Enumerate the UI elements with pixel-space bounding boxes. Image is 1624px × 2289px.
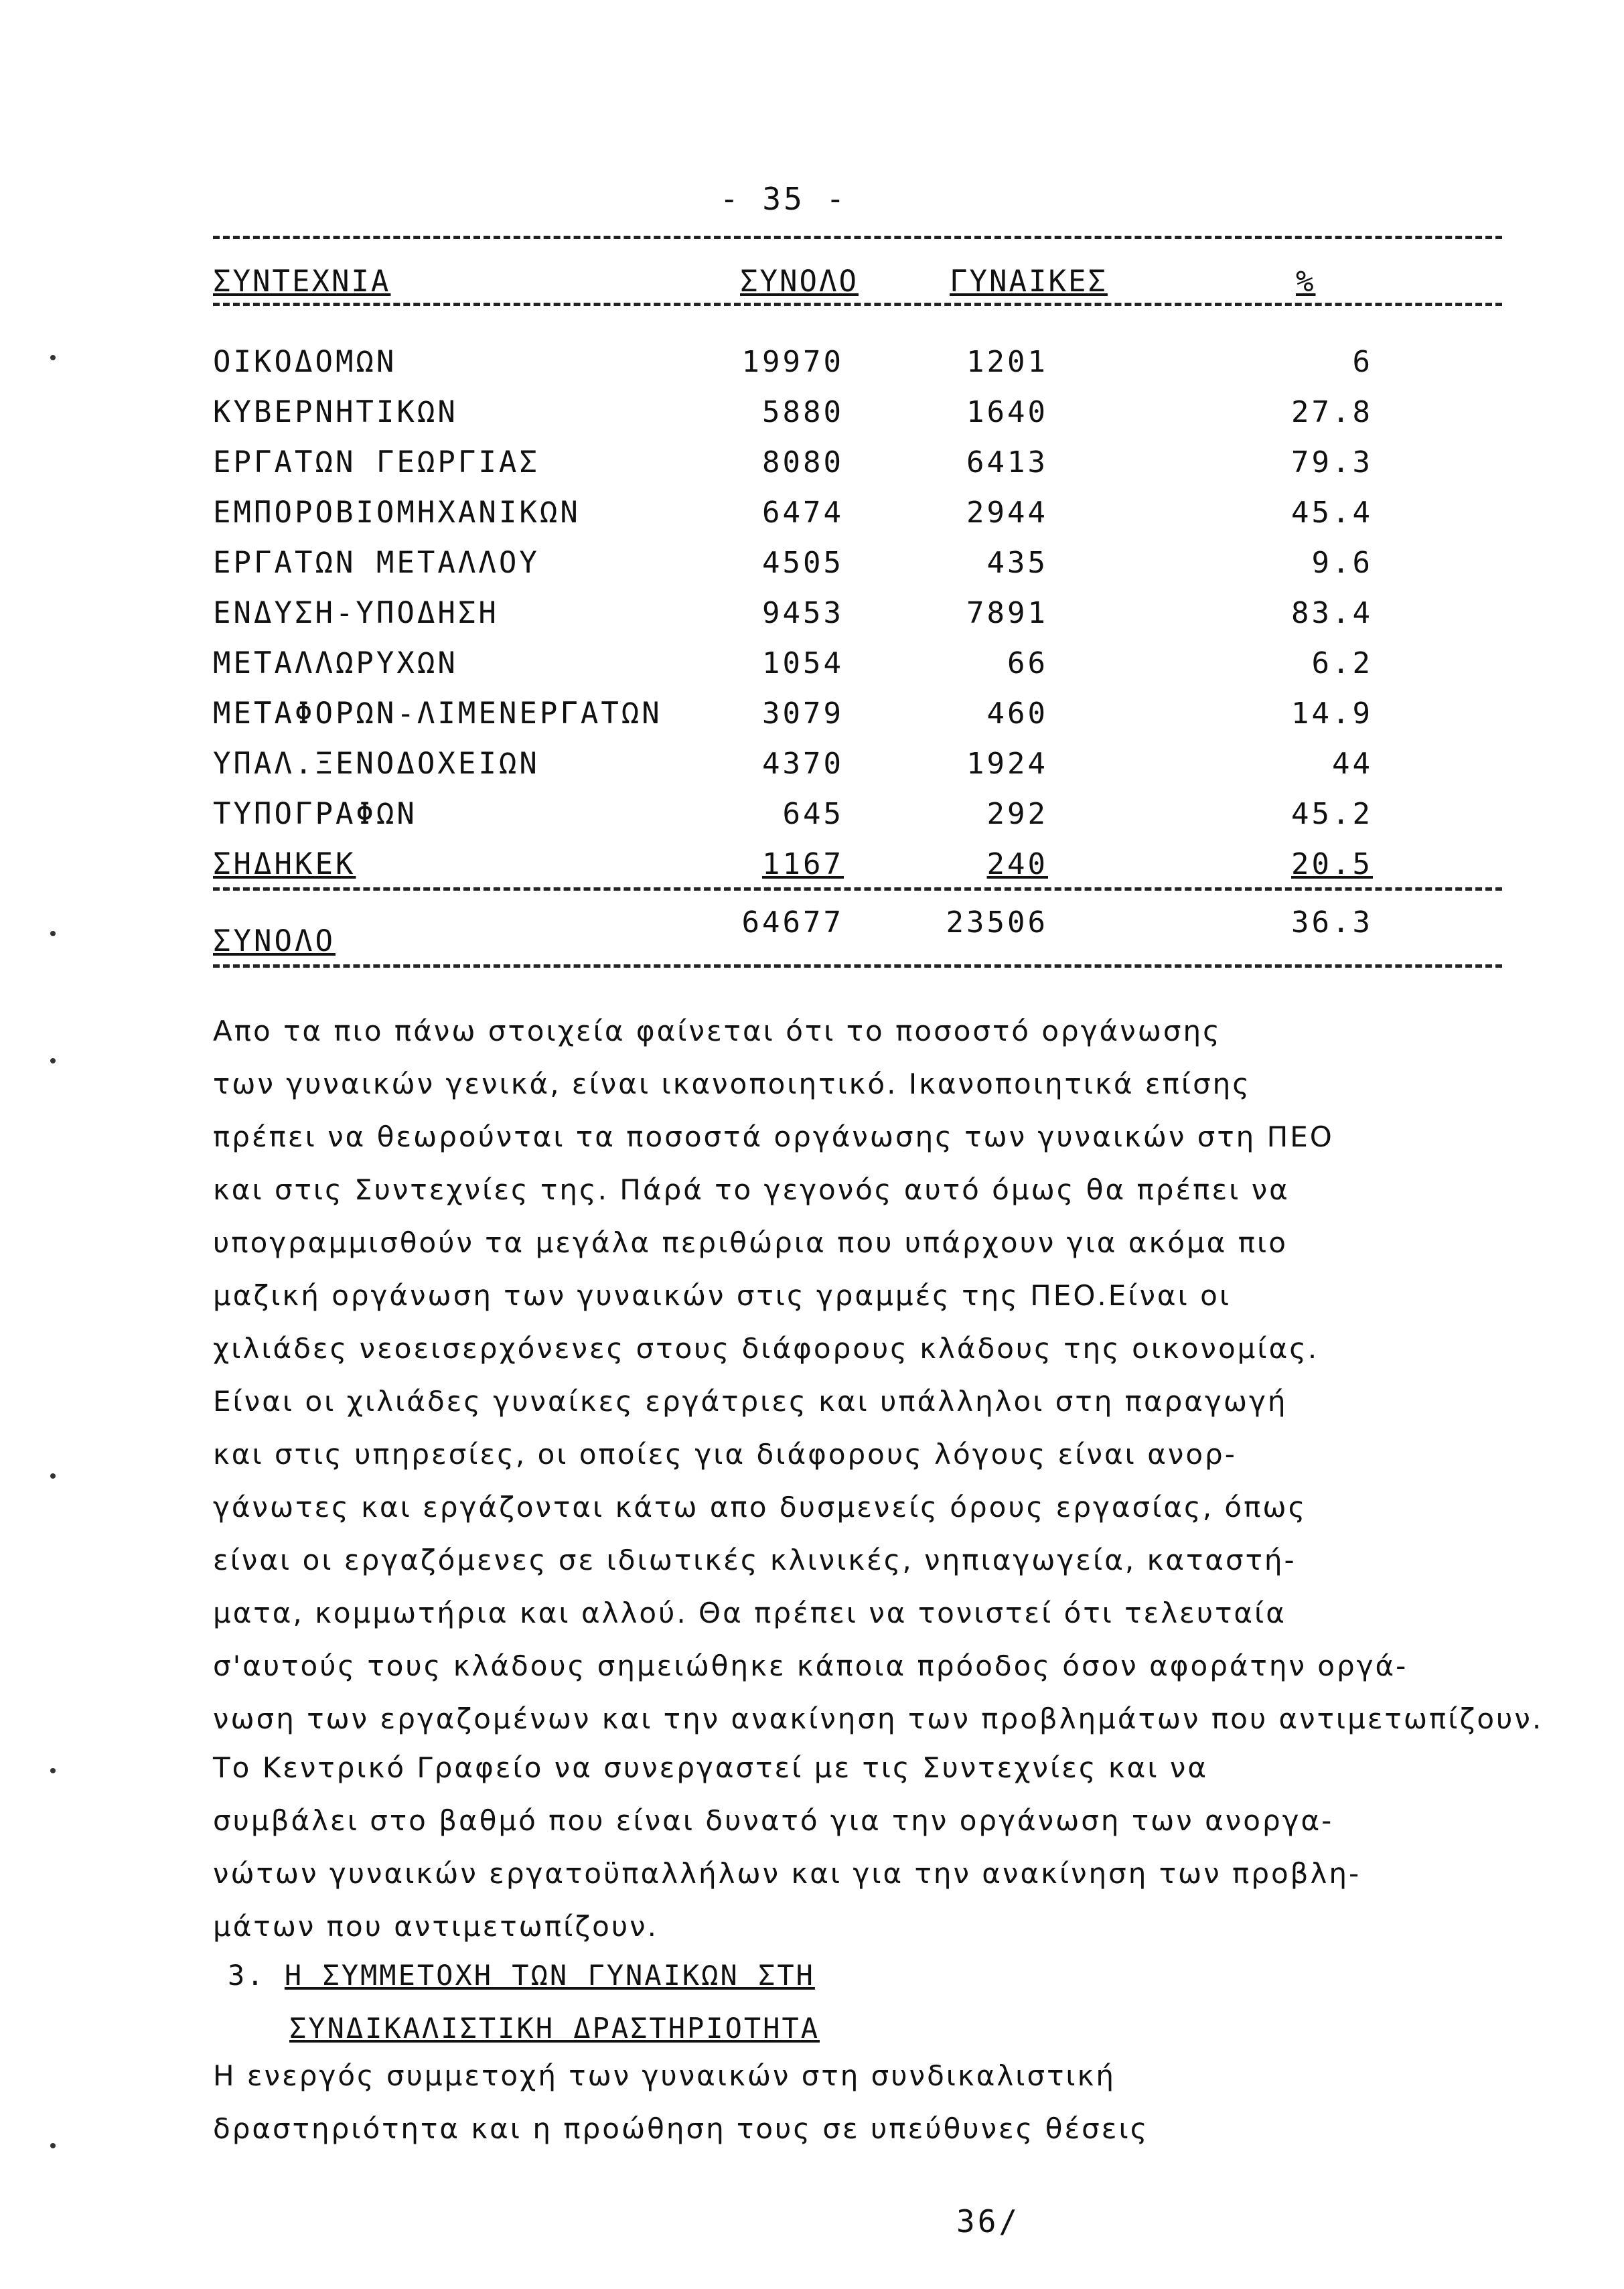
total-row-women: 23506 bbox=[946, 905, 1048, 940]
table-cell-percent: 6.2 bbox=[1311, 646, 1373, 680]
table-cell-union: ΚΥΒΕΡΝΗΤΙΚΩΝ bbox=[213, 395, 458, 429]
table-cell-total: 1054 bbox=[762, 646, 844, 680]
text-line: σ'αυτούς τους κλάδους σημειώθηκε κάποια πρόοδος όσον αφοράτην οργά- bbox=[213, 1649, 1408, 1682]
header-percent: % bbox=[1296, 265, 1316, 299]
table-cell-women: 66 bbox=[1007, 646, 1048, 680]
header-union: ΣΥΝΤΕΧΝΙΑ bbox=[213, 265, 391, 299]
table-bottom-rule bbox=[213, 964, 1502, 968]
margin-speck bbox=[50, 931, 56, 936]
paragraph-1-lines bbox=[213, 1005, 1544, 1745]
table-cell-women: 240 bbox=[986, 847, 1048, 881]
table-cell-union: ΜΕΤΑΦΟΡΩΝ-ΛΙΜΕΝΕΡΓΑΤΩΝ bbox=[213, 696, 662, 731]
table-cell-women: 292 bbox=[986, 797, 1048, 831]
paragraph-3-lines bbox=[213, 2049, 1526, 2155]
text-line: μάτων που αντιμετωπίζουν. bbox=[213, 1910, 658, 1943]
table-cell-percent: 83.4 bbox=[1291, 596, 1373, 630]
table-cell-total: 1167 bbox=[762, 847, 844, 881]
text-line: υπογραμμισθούν τα μεγάλα περιθώρια που υπάρχουν για ακόμα πιο bbox=[213, 1226, 1288, 1259]
table-cell-union: ΕΜΠΟΡΟΒΙΟΜΗΧΑΝΙΚΩΝ bbox=[213, 496, 581, 530]
section-title-line1: Η ΣΥΜΜΕΤΟΧΗ ΤΩΝ ΓΥΝΑΙΚΩΝ ΣΤΗ bbox=[284, 1959, 815, 1992]
table-cell-total: 19970 bbox=[741, 345, 844, 379]
table-cell-total: 6474 bbox=[762, 496, 844, 530]
table-cell-union: ΕΝΔΥΣΗ-ΥΠΟΔΗΣΗ bbox=[213, 596, 499, 630]
table-cell-percent: 9.6 bbox=[1311, 546, 1373, 580]
table-cell-total: 5880 bbox=[762, 395, 844, 429]
table-cell-women: 2944 bbox=[966, 496, 1048, 530]
table-cell-union: ΕΡΓΑΤΩΝ ΜΕΤΑΛΛΟΥ bbox=[213, 546, 540, 580]
table-cell-women: 7891 bbox=[966, 596, 1048, 630]
table-cell-women: 1640 bbox=[966, 395, 1048, 429]
table-cell-percent: 27.8 bbox=[1291, 395, 1373, 429]
table-cell-union: ΜΕΤΑΛΛΩΡΥΧΩΝ bbox=[213, 646, 458, 680]
table-cell-women: 460 bbox=[986, 696, 1048, 731]
table-cell-union: ΥΠΑΛ.ΞΕΝΟΔΟΧΕΙΩΝ bbox=[213, 747, 540, 781]
text-line: μαζική οργάνωση των γυναικών στις γραμμές της ΠΕΟ.Είναι οι bbox=[213, 1279, 1232, 1312]
header-rule bbox=[213, 303, 1502, 306]
text-line: και στις υπηρεσίες, οι οποίες για διάφορους λόγους είναι ανορ- bbox=[213, 1438, 1237, 1471]
table-cell-total: 645 bbox=[782, 797, 844, 831]
text-line: Η ενεργός συμμετοχή των γυναικών στη συνδικαλιστική bbox=[213, 2059, 1116, 2092]
total-row-total: 64677 bbox=[741, 905, 844, 940]
table-cell-percent: 14.9 bbox=[1291, 696, 1373, 731]
header-women: ΓΥΝΑΙΚΕΣ bbox=[950, 265, 1108, 299]
text-line: νωση των εργαζομένων και την ανακίνηση των προβλημάτων που αντιμετωπίζουν. bbox=[213, 1702, 1544, 1735]
section-title-line2: ΣΥΝΔΙΚΑΛΙΣΤΙΚΗ ΔΡΑΣΤΗΡΙΟΤΗΤΑ bbox=[289, 2012, 820, 2045]
subtotal-rule bbox=[213, 887, 1502, 891]
margin-speck bbox=[50, 1768, 56, 1773]
text-line: δραστηριότητα και η προώθηση τους σε υπεύθυνες θέσεις bbox=[213, 2112, 1149, 2145]
footer-page-ref: 36/ bbox=[956, 2203, 1021, 2239]
text-line: ματα, κομμωτήρια και αλλού. Θα πρέπει να τονιστεί ότι τελευταία bbox=[213, 1597, 1286, 1629]
text-line: πρέπει να θεωρούνται τα ποσοστά οργάνωσης των γυναικών στη ΠΕΟ bbox=[213, 1120, 1334, 1153]
table-cell-percent: 45.4 bbox=[1291, 496, 1373, 530]
table-cell-total: 8080 bbox=[762, 445, 844, 479]
table-cell-women: 435 bbox=[986, 546, 1048, 580]
text-line: Το Κεντρικό Γραφείο να συνεργαστεί με τις Συντεχνίες και να bbox=[213, 1751, 1209, 1784]
header-total: ΣΥΝΟΛΟ bbox=[740, 265, 859, 299]
paragraph-2-lines bbox=[213, 1741, 1526, 1953]
margin-speck bbox=[50, 355, 56, 360]
table-top-rule bbox=[213, 236, 1502, 239]
text-line: είναι οι εργαζόμενες σε ιδιωτικές κλινικές, νηπιαγωγεία, καταστή- bbox=[213, 1544, 1297, 1576]
table-cell-union: ΣΗΔΗΚΕΚ bbox=[213, 847, 356, 881]
margin-speck bbox=[50, 1058, 56, 1063]
table-cell-union: ΟΙΚΟΔΟΜΩΝ bbox=[213, 345, 397, 379]
table-cell-total: 4505 bbox=[762, 546, 844, 580]
text-line: νώτων γυναικών εργατοϋπαλλήλων και για την ανακίνηση των προβλη- bbox=[213, 1857, 1361, 1890]
table-cell-women: 1201 bbox=[966, 345, 1048, 379]
section-number: 3. bbox=[228, 1959, 266, 1992]
table-cell-percent: 79.3 bbox=[1291, 445, 1373, 479]
text-line: συμβάλει στο βαθμό που είναι δυνατό για την οργάνωση των ανοργα- bbox=[213, 1804, 1334, 1837]
total-row-percent: 36.3 bbox=[1291, 905, 1373, 940]
table-cell-percent: 6 bbox=[1352, 345, 1373, 379]
table-cell-union: ΕΡΓΑΤΩΝ ΓΕΩΡΓΙΑΣ bbox=[213, 445, 540, 479]
text-line: Απο τα πιο πάνω στοιχεία φαίνεται ότι το ποσοστό οργάνωσης bbox=[213, 1015, 1222, 1047]
table-cell-percent: 44 bbox=[1332, 747, 1373, 781]
paragraph-3 bbox=[213, 2049, 1526, 2155]
table-cell-women: 6413 bbox=[966, 445, 1048, 479]
text-line: των γυναικών γενικά, είναι ικανοποιητικό. Ικανοποιητικά επίσης bbox=[213, 1067, 1251, 1100]
table-cell-women: 1924 bbox=[966, 747, 1048, 781]
table-cell-percent: 20.5 bbox=[1291, 847, 1373, 881]
table-cell-total: 4370 bbox=[762, 747, 844, 781]
page-number: - 35 - bbox=[720, 181, 848, 217]
table-cell-union: ΤΥΠΟΓΡΑΦΩΝ bbox=[213, 797, 417, 831]
text-line: γάνωτες και εργάζονται κάτω απο δυσμενείς όρους εργασίας, όπως bbox=[213, 1491, 1307, 1524]
total-row-label: ΣΥΝΟΛΟ bbox=[213, 924, 336, 958]
paragraph-1 bbox=[213, 1005, 1544, 1745]
margin-speck bbox=[50, 1473, 56, 1479]
table-cell-total: 3079 bbox=[762, 696, 844, 731]
section-heading bbox=[228, 1949, 1540, 2055]
text-line: και στις Συντεχνίες της. Πάρά το γεγονός αυτό όμως θα πρέπει να bbox=[213, 1173, 1290, 1206]
paragraph-2 bbox=[213, 1741, 1526, 1953]
table-cell-total: 9453 bbox=[762, 596, 844, 630]
text-line: Είναι οι χιλιάδες γυναίκες εργάτριες και υπάλληλοι στη παραγωγή bbox=[213, 1385, 1288, 1418]
table-cell-percent: 45.2 bbox=[1291, 797, 1373, 831]
text-line: χιλιάδες νεοεισερχόνενες στους διάφορους κλάδους της οικονομίας. bbox=[213, 1332, 1319, 1365]
margin-speck bbox=[50, 2143, 56, 2148]
